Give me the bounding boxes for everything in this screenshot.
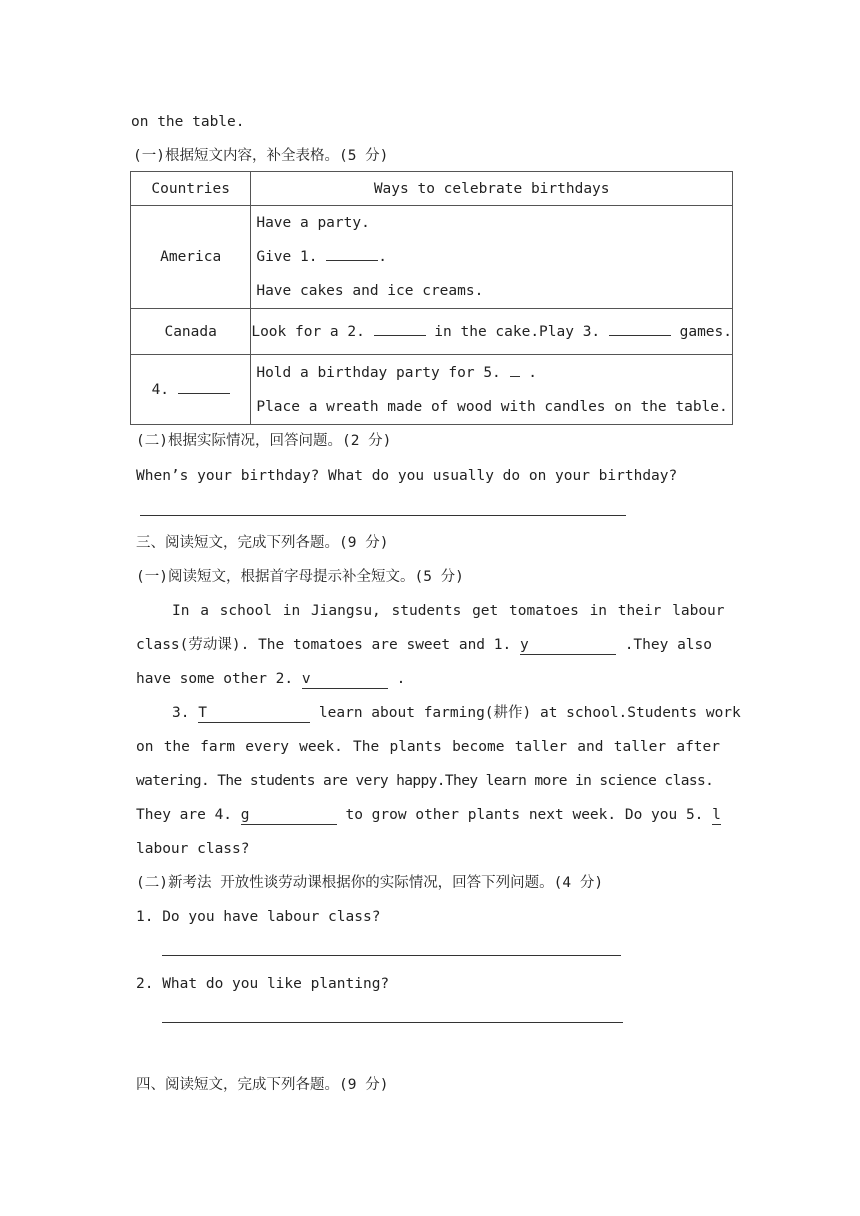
section3-part2-heading: (二)新考法 开放性谈劳动课根据你的实际情况，回答下列问题。(4 分) — [136, 875, 604, 891]
answer-line-q2[interactable] — [162, 1022, 623, 1023]
canada-ways: Look for a 2. in the cake.Play 3. games. — [251, 309, 733, 355]
blank-2[interactable] — [374, 335, 426, 336]
p2-line-5: labour class? — [136, 841, 250, 857]
america-line-3: Have cakes and ice creams. — [256, 283, 484, 299]
p2-line-2: on the farm every week. The plants become taller and taller after — [136, 739, 720, 755]
section4-heading: 四、阅读短文，完成下列各题。(9 分) — [136, 1077, 389, 1093]
blank-4[interactable] — [178, 393, 230, 394]
section3-part1-heading: (一)阅读短文，根据首字母提示补全短文。(5 分) — [136, 569, 464, 585]
header-ways: Ways to celebrate birthdays — [251, 172, 733, 206]
answer-line-q1[interactable] — [162, 955, 621, 956]
question-1: 1. Do you have labour class? — [136, 909, 381, 925]
row4-ways — [251, 355, 733, 425]
intro-line: on the table. — [131, 114, 245, 130]
p2-line-4: They are 4. g to grow other plants next week. Do you 5. l — [136, 807, 721, 823]
section3-heading: 三、阅读短文，完成下列各题。(9 分) — [136, 535, 389, 551]
blank-hint-t[interactable]: T — [198, 704, 310, 723]
section1a-heading: (一)根据短文内容，补全表格。(5 分) — [133, 148, 389, 164]
p2-line-1: 3. T learn about farming(耕作) at school.Students work — [172, 705, 741, 721]
section1b-heading: (二)根据实际情况，回答问题。(2 分) — [136, 433, 392, 449]
america-line-1: Have a party. — [256, 215, 370, 231]
america-line-2: Give 1. . — [256, 249, 387, 265]
country-america: America — [131, 206, 251, 309]
blank-5[interactable] — [510, 376, 520, 377]
blank-hint-v[interactable]: v — [302, 670, 388, 689]
row4-line-2: Place a wreath made of wood with candles on the table. — [256, 398, 728, 415]
blank-hint-g[interactable]: g — [241, 806, 337, 825]
p1-line-2: class(劳动课). The tomatoes are sweet and 1. y .They also — [136, 637, 712, 653]
blank-hint-y[interactable]: y — [520, 636, 616, 655]
blank-3[interactable] — [609, 335, 671, 336]
blank-hint-l[interactable]: l — [712, 807, 721, 823]
country-4: 4. — [131, 355, 251, 425]
header-countries: Countries — [131, 172, 251, 206]
america-ways — [251, 206, 733, 309]
question-2: 2. What do you like planting? — [136, 976, 390, 992]
p1-line-3: have some other 2. v . — [136, 671, 406, 687]
row4-line-1: Hold a birthday party for 5. . — [256, 364, 537, 381]
birthday-table — [130, 171, 733, 425]
blank-1[interactable] — [326, 260, 378, 261]
section1b-question: When’s your birthday? What do you usually do on your birthday? — [136, 468, 678, 484]
p2-line-3: watering. The students are very happy.They learn more in science class. — [136, 773, 714, 789]
country-canada: Canada — [131, 309, 251, 355]
p1-line-1: In a school in Jiangsu, students get tomatoes in their labour — [172, 603, 725, 619]
answer-line-birthday[interactable] — [140, 515, 626, 516]
